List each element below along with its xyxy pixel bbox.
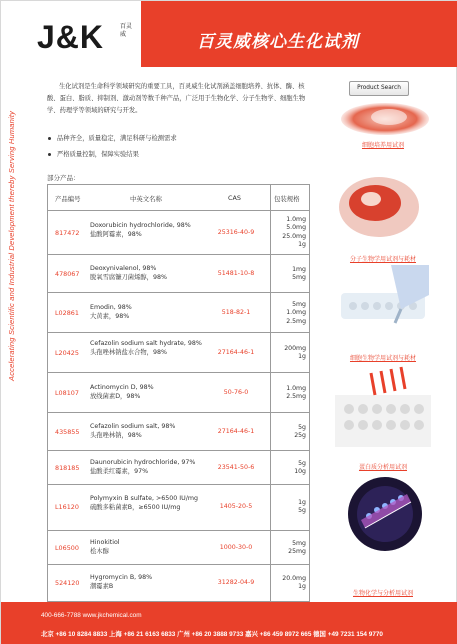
name-en: Hygromycin B, 98%	[90, 574, 153, 581]
product-code-link[interactable]: L20425	[55, 349, 79, 357]
size: 10g	[294, 468, 306, 476]
product-name	[90, 383, 202, 401]
page-header	[1, 1, 457, 67]
name-en: Deoxynivalenol, 98%	[90, 265, 157, 272]
logo-text: J&K	[37, 19, 105, 55]
logo[interactable]	[1, 1, 141, 67]
size: 2.5mg	[286, 317, 306, 325]
sizes	[270, 540, 306, 557]
size: 5mg	[292, 301, 306, 308]
size: 5mg	[292, 540, 306, 547]
name-cn: 头孢唑林钠盐水合物，98%	[90, 349, 167, 356]
size: 5g	[298, 507, 306, 515]
header-code: 产品编号	[55, 195, 81, 203]
table-row	[48, 211, 309, 255]
cas-link[interactable]: 25316-40-9	[217, 229, 255, 236]
cas-link[interactable]: 518-82-1	[221, 309, 251, 316]
product-code-link[interactable]: L16120	[55, 503, 79, 511]
table-row	[48, 565, 309, 601]
name-en: Doxorubicin hydrochloride, 98%	[90, 222, 191, 229]
cas-link[interactable]: 27164-46-1	[217, 428, 255, 435]
product-code-link[interactable]: 817472	[55, 229, 80, 237]
biochemistry-image	[347, 476, 423, 552]
footer-hotline: 400-666-7788 www.jkchemical.com	[41, 612, 142, 619]
product-code-link[interactable]: 818185	[55, 464, 80, 472]
cas-link[interactable]: 51481-10-8	[217, 270, 255, 277]
name-cn: 盐酸阿霉素，98%	[90, 231, 142, 238]
sizes	[270, 216, 306, 250]
name-en: Hinokitiol	[90, 539, 120, 546]
product-code-link[interactable]: L02861	[55, 309, 79, 317]
name-en: Cefazolin sodium salt, 98%	[90, 423, 176, 430]
sizes	[270, 424, 306, 441]
sidebar-link-protein-analysis[interactable]: 蛋白质分析用试剂	[358, 464, 407, 471]
footer-offices: 北京 +86 10 8284 8833 上海 +86 21 6163 6833 广州 +86 20 3888 9733 嘉兴 +86 459 8972 665 德国 +49 7231 154 9770	[41, 631, 383, 638]
product-code-link[interactable]: 478067	[55, 270, 80, 278]
header-sizes: 包装规格	[274, 195, 300, 203]
cas-link[interactable]: 27164-46-1	[217, 349, 255, 356]
size: 1g	[298, 499, 306, 506]
product-name	[90, 264, 202, 282]
table-row	[48, 373, 309, 413]
sidebar-link-cell-biology[interactable]: 细胞生物学用试剂与耗材	[349, 355, 416, 362]
name-en: Polymyxin B sulfate, >6500 IU/mg	[90, 495, 199, 502]
table-row	[48, 531, 309, 565]
name-cn: 脱氧雪腐镰刀菌烯醇，98%	[90, 274, 167, 281]
name-en: Actinomycin D, 98%	[90, 384, 154, 391]
name-cn: 潮霉素B	[90, 583, 114, 590]
table-row	[48, 333, 309, 373]
size: 25g	[294, 432, 306, 440]
product-search-button[interactable]: Product Search	[349, 81, 409, 96]
size: 1g	[298, 353, 306, 361]
size: 2.5mg	[286, 393, 306, 401]
size: 1.0mg	[286, 216, 306, 223]
name-cn: 硫酸多粘菌素B，≥6500 IU/mg	[90, 504, 181, 511]
table-row	[48, 255, 309, 293]
cas-link[interactable]: 50-76-0	[223, 389, 249, 396]
page-footer	[1, 602, 457, 644]
sizes	[270, 301, 306, 326]
product-name	[90, 339, 202, 357]
cas-link[interactable]: 1000-30-0	[219, 544, 253, 551]
header-cas: CAS	[228, 194, 241, 202]
product-name	[90, 573, 202, 591]
intro-text	[47, 81, 309, 117]
sizes	[270, 345, 306, 362]
sidebar-link-biochemistry[interactable]: 生物化学与分析用试剂	[352, 590, 413, 597]
size: 1.0mg	[286, 385, 306, 392]
name-cn: 大黄素，98%	[90, 313, 130, 320]
size: 5g	[298, 424, 306, 431]
size: 5g	[298, 460, 306, 467]
section-label: 部分产品：	[47, 174, 80, 182]
sizes	[270, 266, 306, 283]
product-name	[90, 422, 202, 440]
product-name	[90, 494, 202, 512]
product-table	[47, 184, 310, 602]
sizes	[270, 499, 306, 516]
feature-list	[47, 131, 309, 163]
sidebar-link-molecular-biology[interactable]: 分子生物学用试剂与耗材	[349, 256, 416, 263]
size: 200mg	[284, 345, 306, 352]
cas-link[interactable]: 23541-50-6	[217, 464, 255, 471]
cell-biology-image	[331, 265, 435, 351]
name-cn: 头孢唑林钠，98%	[90, 432, 142, 439]
product-code-link[interactable]: 524120	[55, 579, 80, 587]
size: 20.0mg	[282, 575, 306, 582]
cas-link[interactable]: 1405-20-5	[219, 503, 253, 510]
sizes	[270, 385, 306, 402]
name-cn: 盐酸柔红霉素，97%	[90, 468, 149, 475]
name-cn: 桧木醇	[90, 548, 109, 555]
cas-link[interactable]: 31282-04-9	[217, 579, 255, 586]
header-name: 中英文名称	[130, 195, 162, 203]
intro-paragraph: 生化试剂是生命科学领域研究的重要工具，百灵威生化试剂涵盖细胞培养、抗体、酶、核酸、蛋白、脂质、抑制剂、激动剂等数千种产品，广泛用于生物化学、分子生物学、细胞生物学、药理学等领域的研究与开发。	[47, 83, 306, 114]
product-name	[90, 221, 202, 239]
sizes	[270, 575, 306, 592]
size: 1g	[298, 583, 306, 591]
size: 25.0mg	[282, 232, 306, 240]
size: 1.0mg	[286, 309, 306, 317]
table-row	[48, 485, 309, 531]
vertical-slogan: Accelerating Scientific and Industrial Development thereby Serving Humanity	[7, 110, 16, 381]
product-code-link[interactable]: L06500	[55, 544, 79, 552]
product-name	[90, 303, 202, 321]
name-en: Emodin, 98%	[90, 304, 132, 311]
size: 5mg	[292, 274, 306, 282]
size: 5.0mg	[286, 224, 306, 232]
size: 25mg	[288, 548, 306, 556]
sizes	[270, 460, 306, 477]
table-row	[48, 451, 309, 485]
protein-analysis-image	[331, 365, 435, 451]
molecular-biology-image	[331, 159, 435, 251]
name-en: Daunorubicin hydrochloride, 97%	[90, 459, 196, 466]
size: 1mg	[292, 266, 306, 273]
name-cn: 放线菌素D，98%	[90, 393, 141, 400]
table-row	[48, 413, 309, 451]
sidebar-link-cell-culture[interactable]: 细胞培养用试剂	[361, 142, 404, 149]
product-code-link[interactable]: L08107	[55, 389, 79, 397]
feature-item: 品种齐全，质量稳定，满足科研与检测需求	[47, 131, 309, 147]
cell-culture-image	[331, 97, 435, 137]
name-en: Cefazolin sodium salt hydrate, 98%	[90, 340, 202, 347]
feature-item: 严格质量控制，保障实验结果	[47, 147, 309, 163]
product-name	[90, 458, 202, 476]
page-title: 百灵威核心生化试剂	[197, 32, 359, 52]
product-name	[90, 538, 202, 556]
product-code-link[interactable]: 435855	[55, 428, 80, 436]
table-row	[48, 293, 309, 333]
logo-chinese: 百灵威	[120, 23, 133, 38]
size: 1g	[298, 241, 306, 249]
